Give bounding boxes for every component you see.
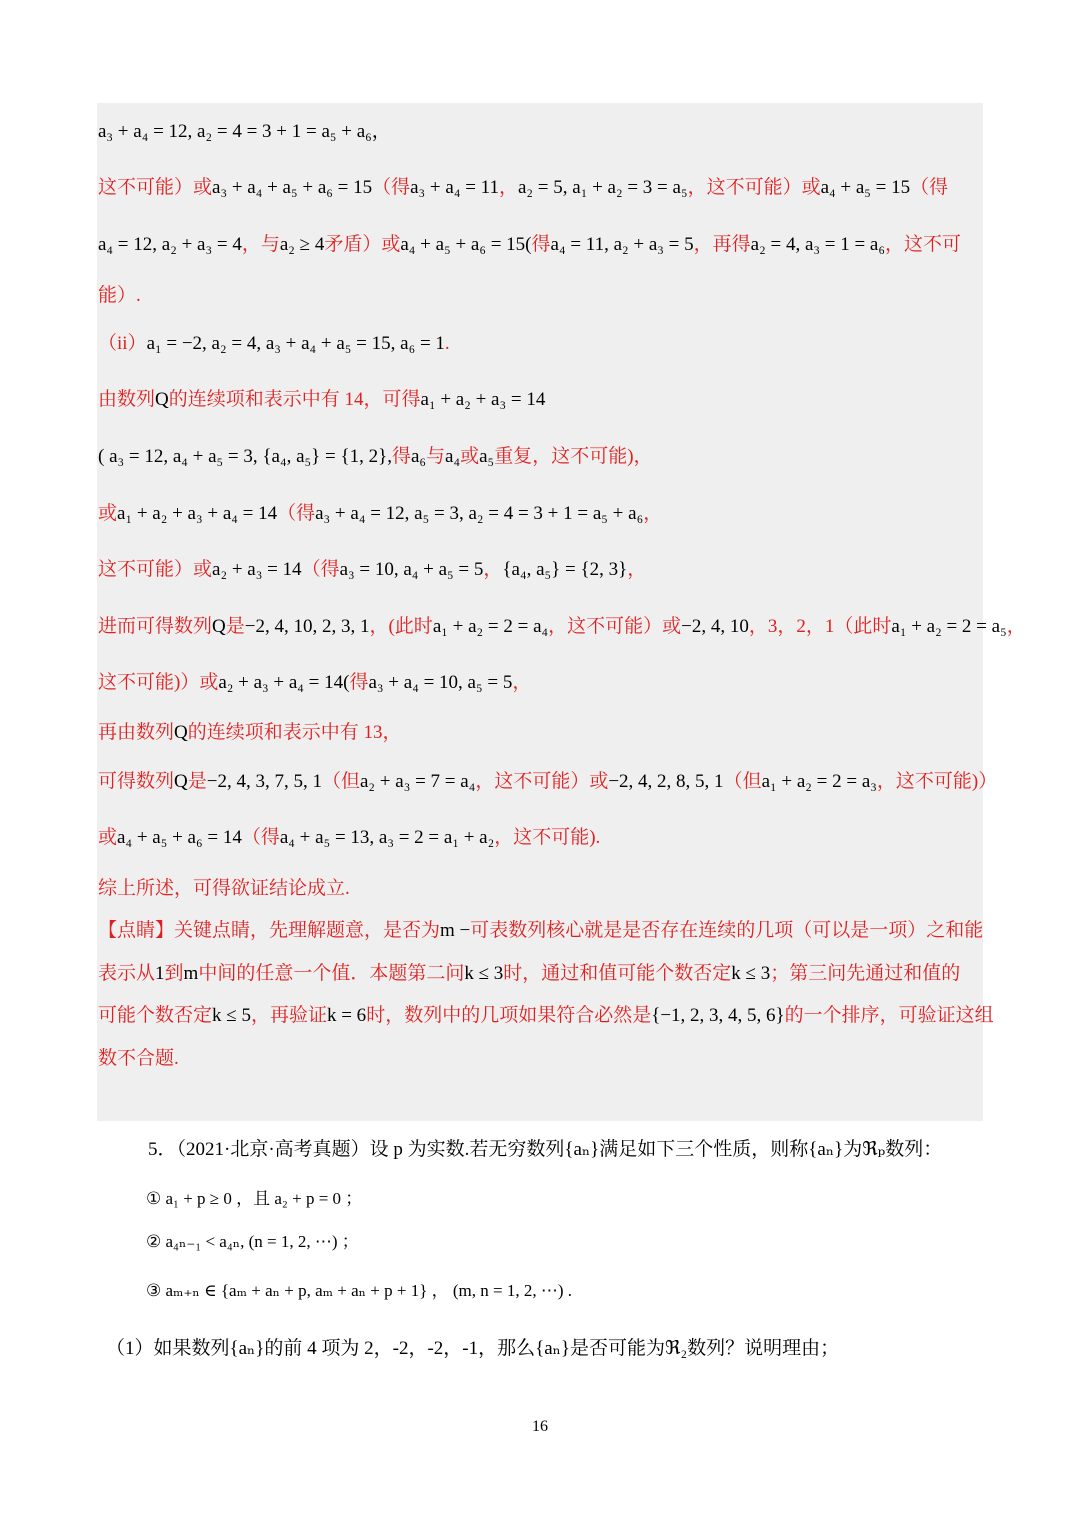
solution-line [98, 770, 997, 794]
math-expression: a₄ + a₅ + a₆ = 15( [400, 234, 532, 255]
math-expression: a₄ [445, 446, 461, 467]
math-expression: {−1, 2, 3, 4, 5, 6} [651, 1005, 785, 1026]
math-expression: a₃ + a₄ = 12, a₅ = 3, a₂ = 4 = 3 + 1 = a₅ + a₆ [315, 503, 644, 524]
prose-text: 这不可能)）或 [98, 672, 219, 693]
prose-text: 矛盾）或 [324, 234, 401, 255]
solution-line [98, 558, 646, 582]
math-expression: −2, 4, 10 [681, 616, 749, 637]
prose-text: 是 [187, 771, 207, 792]
prose-text: 再由数列 [98, 722, 175, 743]
prose-text: （得 [301, 559, 340, 580]
math-expression: {a₄, a₅} = {2, 3} [502, 559, 628, 580]
math-expression: a₄ + a₅ = 15 [820, 177, 911, 198]
solution-line [98, 332, 450, 356]
prose-text: 进而可得数列 [98, 616, 213, 637]
math-expression: a₁ + a₂ + a₃ = 14 [420, 389, 546, 410]
question-1: （1）如果数列{aₙ}的前 4 项为 2，-2，-2，-1，那么{aₙ}是否可能为ℜ₂数列？说明理由； [106, 1338, 840, 1359]
prose-text: 得 [531, 234, 551, 255]
prose-text: 这不可能）或 [98, 177, 213, 198]
prose-text: 可得数列 [98, 771, 175, 792]
math-expression: a₃ = 10, a₄ + a₅ = 5 [339, 559, 484, 580]
math-expression: k = 6 [326, 1005, 367, 1026]
math-expression: 1 [155, 963, 165, 984]
solution-line [98, 176, 948, 200]
prose-text: 【点睛】关键点睛，先理解题意，是否为 [98, 920, 441, 941]
prose-text: ， [1006, 616, 1026, 637]
math-expression: a₂ = 4, a₃ = 1 = a₆ [750, 234, 885, 255]
solution-line [98, 962, 960, 986]
prose-text: ，这不可能）或 [687, 177, 821, 198]
prose-text: ， [483, 559, 503, 580]
prose-text: 的一个排序，可验证这组 [784, 1005, 994, 1026]
prose-text: （ii） [98, 333, 147, 354]
math-expression: ( a₃ = 12, a₄ + a₅ = 3, {a₄, a₅} = {1, 2}, [98, 446, 392, 467]
math-expression: a₂ + a₃ + a₄ = 14( [218, 672, 350, 693]
prose-text: 的连续项和表示中有 14，可得 [168, 389, 421, 410]
solution-line [98, 877, 350, 901]
prose-text: 时，通过和值可能个数否定 [503, 963, 732, 984]
prose-text: ， [498, 177, 518, 198]
prose-text: （得 [241, 827, 280, 848]
math-expression: a₃ + a₄ = 12, a₂ = 4 = 3 + 1 = a₅ + a₆， [98, 121, 391, 142]
prose-text: 与 [426, 446, 446, 467]
solution-line [98, 671, 531, 695]
math-expression: k ≤ 3 [731, 963, 771, 984]
math-expression: k ≤ 5 [212, 1005, 251, 1026]
math-expression: a₆ [410, 446, 427, 467]
math-expression: a₃ + a₄ + a₅ + a₆ = 15 [212, 177, 373, 198]
prose-text: 得 [349, 672, 369, 693]
prose-text: 可能个数否定 [98, 1005, 213, 1026]
prose-text: 或 [98, 503, 118, 524]
math-expression: a₁ + a₂ = 2 = a₄ [432, 616, 549, 637]
math-expression: Q [155, 389, 169, 410]
prose-text: 可表数列核心就是是否存在连续的几项（可以是一项）之和能 [470, 920, 984, 941]
prose-text: ，这不可能). [494, 827, 601, 848]
prose-text: 这不可能）或 [98, 559, 213, 580]
solution-line [98, 284, 141, 308]
solution-line [98, 919, 983, 943]
prose-text: 中间的任意一个值．本题第二问 [198, 963, 465, 984]
prose-text: 或 [460, 446, 480, 467]
prose-text: ；第三问先通过和值的 [770, 963, 961, 984]
math-expression: −2, 4, 10, 2, 3, 1 [244, 616, 370, 637]
prose-text: ，这不可能)） [876, 771, 998, 792]
math-expression: a₂ + a₃ = 7 = a₄ [360, 771, 476, 792]
problem-header: 5．（2021·北京·高考真题）设 p 为实数.若无穷数列{aₙ}满足如下三个性质，则称{aₙ}为ℜₚ数列： [148, 1139, 943, 1160]
solution-line [98, 826, 600, 850]
prose-text: ，3，2，1（此时 [748, 616, 892, 637]
math-expression: a₃ + a₄ = 11 [410, 177, 499, 198]
solution-line [98, 615, 1026, 639]
math-expression: a₂ + a₃ = 14 [212, 559, 302, 580]
prose-text: （得 [372, 177, 411, 198]
solution-line [98, 388, 545, 412]
prose-text: 或 [98, 827, 118, 848]
math-expression: a₅ [479, 446, 495, 467]
math-expression: a₂ = 5, a₁ + a₂ = 3 = a₅ [517, 177, 688, 198]
prose-text: 表示从 [98, 963, 156, 984]
prose-text: 是 [225, 616, 245, 637]
solution-line [98, 502, 662, 526]
math-expression: a₄ = 11, a₂ + a₃ = 5 [550, 234, 694, 255]
math-expression: k ≤ 3 [464, 963, 504, 984]
prose-text: ， [627, 559, 647, 580]
solution-line [98, 445, 653, 469]
page-number: 16 [532, 1418, 548, 1435]
prose-text: （但 [321, 771, 360, 792]
solution-line [98, 233, 961, 257]
prose-text: 时，数列中的几项如果符合必然是 [366, 1005, 652, 1026]
prose-text: ，这不可 [885, 234, 962, 255]
prose-text: 由数列 [98, 389, 156, 410]
prose-text: ，这不可能）或 [475, 771, 609, 792]
math-expression: a₁ + a₂ = 2 = a₅ [891, 616, 1007, 637]
math-expression: −2, 4, 3, 7, 5, 1 [206, 771, 322, 792]
property-3: ③ aₘ₊ₙ ∈ {aₘ + aₙ + p, aₘ + aₙ + p + 1} ， (m, n = 1, 2, ⋯) . [146, 1281, 573, 1300]
math-expression: a₄ = 12, a₂ + a₃ = 4 [98, 234, 242, 255]
prose-text: 数不合题. [98, 1048, 179, 1069]
math-expression: a₄ + a₅ + a₆ = 14 [117, 827, 242, 848]
prose-text: 的连续项和表示中有 13， [187, 722, 402, 743]
prose-text: 重复，这不可能)， [494, 446, 653, 467]
solution-line [98, 120, 391, 144]
prose-text: ， [512, 672, 532, 693]
math-expression: a₄ + a₅ = 13, a₃ = 2 = a₁ + a₂ [279, 827, 495, 848]
prose-text: （得 [910, 177, 949, 198]
prose-text: 综上所述，可得欲证结论成立. [98, 878, 350, 899]
math-expression: Q [174, 722, 188, 743]
prose-text: （得 [277, 503, 316, 524]
prose-text: 到 [164, 963, 184, 984]
math-expression: Q [212, 616, 226, 637]
solution-line [98, 1004, 994, 1028]
prose-text: （但 [723, 771, 762, 792]
solution-line [98, 1047, 179, 1071]
prose-text: 得 [391, 446, 411, 467]
prose-text: ， [643, 503, 663, 524]
math-expression: m − [440, 920, 471, 941]
solution-line [98, 721, 402, 745]
math-expression: a₁ + a₂ + a₃ + a₄ = 14 [117, 503, 278, 524]
math-expression: a₁ = −2, a₂ = 4, a₃ + a₄ + a₅ = 15, a₆ = 1 [146, 333, 445, 354]
math-expression: Q [174, 771, 188, 792]
math-expression: a₂ ≥ 4 [279, 234, 325, 255]
property-2: ② a₄ₙ₋₁ < a₄ₙ, (n = 1, 2, ⋯) ； [146, 1232, 359, 1251]
prose-text: ，(此时 [369, 616, 433, 637]
math-expression: a₃ + a₄ = 10, a₅ = 5 [368, 672, 513, 693]
property-1: ① a₁ + p ≥ 0 ，且 a₂ + p = 0 ； [146, 1189, 363, 1208]
prose-text: 能）. [98, 285, 141, 306]
math-expression: m [183, 963, 199, 984]
math-expression: a₁ + a₂ = 2 = a₃ [761, 771, 877, 792]
prose-text: ，与 [241, 234, 280, 255]
prose-text: ，再验证 [250, 1005, 327, 1026]
prose-text: ，这不可能）或 [548, 616, 682, 637]
prose-text: . [444, 333, 450, 354]
math-expression: −2, 4, 2, 8, 5, 1 [608, 771, 724, 792]
prose-text: ，再得 [693, 234, 751, 255]
